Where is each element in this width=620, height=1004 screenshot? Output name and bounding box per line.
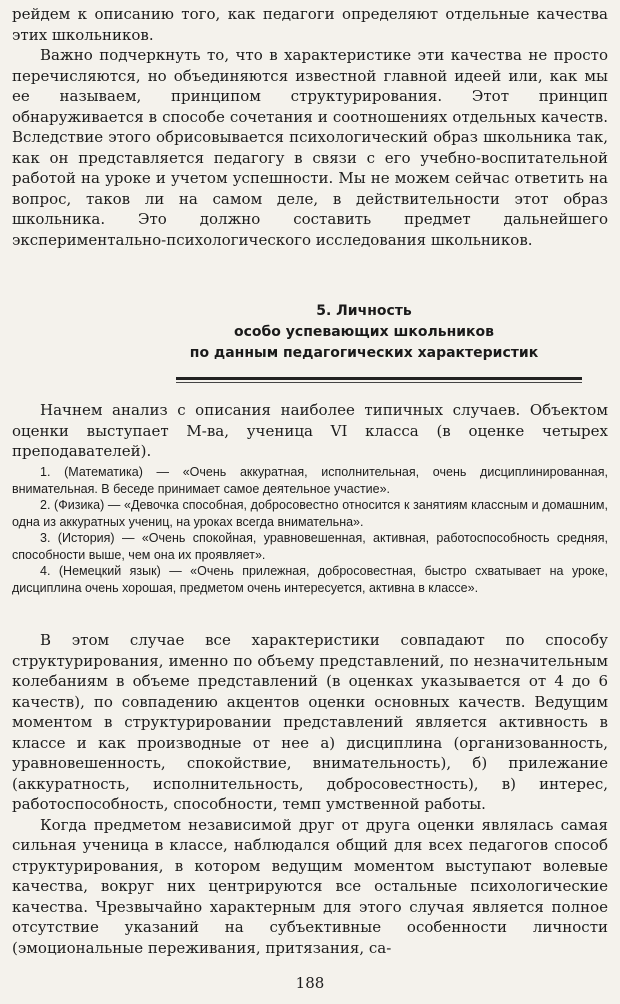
section-heading-line-2: особо успевающих школьников <box>233 324 495 340</box>
section-heading <box>144 301 584 364</box>
teacher-quote-1: 1. (Математика) — «Очень аккуратная, исполнительная, очень дисциплинированная, внимательная. В беседе принимает самое деятельное участие». <box>12 465 608 496</box>
intro-block <box>12 4 608 250</box>
teacher-quote-3: 3. (История) — «Очень спокойная, уравновешенная, активная, работоспособность средняя, способности выше, чем она их проявляет». <box>12 531 608 562</box>
intro-paragraph-1: рейдем к описанию того, как педагоги определяют отдельные качества этих школьников. <box>12 5 608 44</box>
teacher-quote-4: 4. (Немецкий язык) — «Очень прилежная, добросовестная, быстро схватывает на уроке, дисциплина очень хорошая, предметом очень интересуется, активна в классе». <box>12 564 608 595</box>
section-heading-line-1: 5. Личность <box>316 303 412 319</box>
quotes-block <box>12 464 608 596</box>
lead-paragraph: Начнем анализ с описания наиболее типичных случаев. Объектом оценки выступает М-ва, ученица VI класса (в оценке четырех преподавателей). <box>12 401 608 460</box>
lead-block <box>12 400 608 462</box>
analysis-paragraph-2: Когда предметом независимой друг от друга оценки являлась самая сильная ученица в классе, наблюдался общий для всех педагогов способ структурирования, в котором ведущим моментом выступают волевые качества, вокруг них центрируются все остальные психологические качества. Чрезвычайно характерным для этого случая является полное отсутствие указаний на субъективные особенности личности (эмоциональные переживания, притязания, са- <box>12 815 608 957</box>
heading-rule-thin <box>176 382 582 383</box>
analysis-paragraph-1: В этом случае все характеристики совпадают по способу структурирования, именно по объему представлений, по незначительным колебаниям в объеме представлений (в оценках указывается от 4 до 6 качеств), по совпадению акцентов оценки основных качеств. Ведущим моментом в структурировании представлений является активность в классе и как производные от нее а) дисциплина (организованность, уравновешенность, спокойствие, внимательность), б) прилежание (аккуратность, исполнительность, добросовестность), в) интерес, работоспособность, способности, темп умственной работы. <box>12 631 608 813</box>
analysis-block <box>12 630 608 958</box>
section-heading-line-3: по данным педагогических характеристик <box>189 345 539 361</box>
intro-paragraph-2: Важно подчеркнуть то, что в характеристике эти качества не просто перечисляются, но объединяются известной главной идеей или, как мы ее называем, принципом структурирования. Этот принцип обнаруживается в способе сочетания и соотношениях отдельных качеств. Вследствие этого обрисовывается психологический образ школьника так, как он представляется педагогу в связи с его учебно-воспитательной работой на уроке и учетом успешности. Мы не можем сейчас ответить на вопрос, таков ли на самом деле, в действительности этот образ школьника. Это должно составить предмет дальнейшего экспериментально-психологического исследования школьников. <box>12 46 608 249</box>
heading-rule-thick <box>176 377 582 380</box>
teacher-quote-2: 2. (Физика) — «Девочка способная, добросовестно относится к занятиям классным и домашним, одна из аккуратных учениц, на уроках всегда внимательна». <box>12 498 608 529</box>
page-number: 188 <box>295 974 325 992</box>
